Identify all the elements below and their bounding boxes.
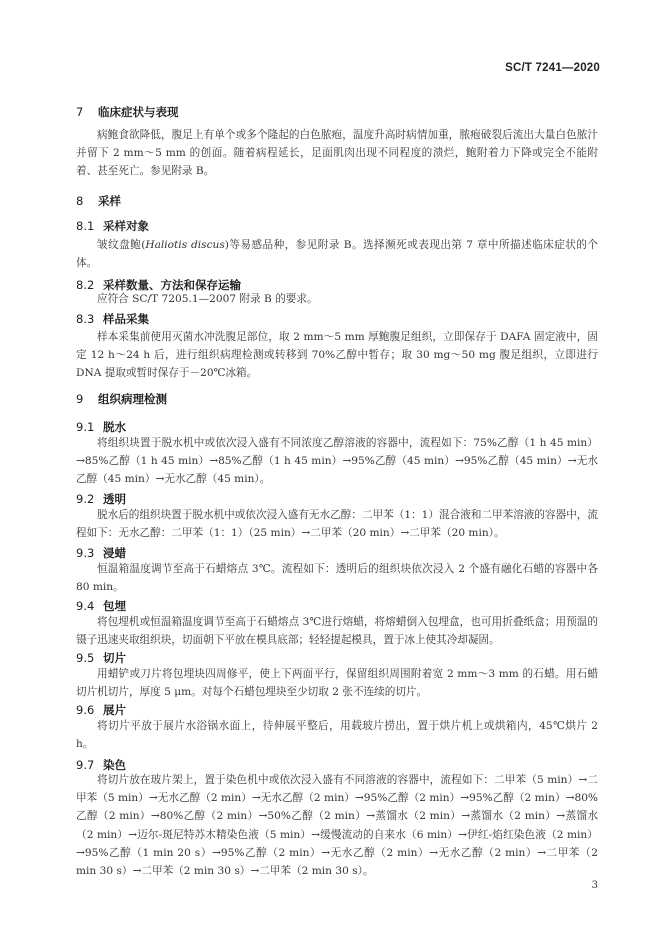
standard-number: SC/T 7241—2020 [505, 62, 600, 74]
section-9-2-paragraph: 脱水后的组织块置于脱水机中或依次浸入盛有无水乙醇：二甲苯（1：1）混合液和二甲苯溶液的容器中，流程如下：无水乙醇：二甲苯（1：1）（25 min）→二甲苯（20 min）→二甲苯（20 min）。 [76, 509, 598, 540]
section-title: 采样 [98, 194, 121, 208]
section-number: 9.6 [76, 703, 95, 717]
section-9-6-paragraph: 将切片平放于展片水浴锅水面上，待伸展平整后，用载玻片捞出，置于烘片机上或烘箱内，45℃烘片 2 h。 [76, 720, 598, 751]
section-title: 展片 [103, 703, 126, 717]
section-9-heading [76, 391, 167, 407]
section-number: 8.1 [76, 219, 95, 233]
section-8-2-paragraph: 应符合 SC/T 7205.1—2007 附录 B 的要求。 [97, 293, 318, 305]
section-8-heading [76, 193, 121, 209]
section-title: 染色 [103, 758, 126, 772]
section-title: 脱水 [103, 420, 126, 434]
section-9-7-paragraph: 将切片放在玻片架上，置于染色机中或依次浸入盛有不同溶液的容器中，流程如下：二甲苯（5 min）→二甲苯（5 min）→无水乙醇（2 min）→无水乙醇（2 min）→95%乙醇（2 min）→95%乙醇（2 min）→80%乙醇（2 min）→80%乙醇（2 min）→50%乙醇（2 min）→蒸馏水（2 min）→蒸馏水（2 min）→蒸馏水（2 min）→迈尔-斑尼特苏木精染色液（5 min）→缓慢流动的自来水（6 min）→伊红-焰红染色液（2 min）→95%乙醇（1 min 20 s）→95%乙醇（2 min）→无水乙醇（2 min）→无水乙醇（2 min）→二甲苯（2 min 30 s）→二甲苯（2 min 30 s）→二甲苯（2 min 30 s）。 [76, 774, 598, 878]
section-9-4-heading [76, 598, 126, 614]
species-name: Haliotis discus [145, 239, 225, 251]
section-title: 采样数量、方法和保存运输 [103, 278, 241, 292]
section-9-1-heading [76, 419, 126, 435]
section-title: 包埋 [103, 599, 126, 613]
text: )等易感品种，参见附录 B。选择濒死或表现出第 7 章中所描述临床症状的个体。 [76, 239, 598, 270]
section-9-1-paragraph: 将组织块置于脱水机中或依次浸入盛有不同浓度乙醇溶液的容器中，流程如下：75%乙醇（1 h 45 min）→85%乙醇（1 h 45 min）→85%乙醇（1 h 45 min）→95%乙醇（45 min）→95%乙醇（45 min）→无水乙醇（45 min）→无水乙醇（45 min）。 [76, 437, 598, 486]
section-number: 9.3 [76, 546, 95, 560]
section-title: 样品采集 [103, 312, 149, 326]
section-9-4-paragraph: 将包埋机或恒温箱温度调节至高于石蜡熔点 3℃进行熔蜡，将熔蜡倒入包埋盒，也可用折叠纸盒；用预温的镊子迅速夹取组织块，切面朝下平放在模具底部；轻轻提起模具，置于冰上使其冷却凝固。 [76, 616, 598, 647]
section-8-1-paragraph [76, 236, 598, 272]
section-number: 7 [76, 105, 84, 119]
section-number: 8.3 [76, 312, 95, 326]
section-number: 9.2 [76, 492, 95, 506]
section-title: 透明 [103, 492, 126, 506]
section-title: 切片 [103, 651, 126, 665]
section-number: 8 [76, 194, 84, 208]
section-8-3-paragraph: 样本采集前使用灭菌水冲洗腹足部位，取 2 mm～5 mm 厚鲍腹足组织，立即保存于 DAFA 固定液中，固定 12 h～24 h 后，进行组织病理检测或转移到 70%乙醇中暂存；取 30 mg～50 mg 腹足组织，立即进行 DNA 提取或暂时保存于－20℃冰箱。 [76, 331, 598, 380]
page-number: 3 [591, 880, 598, 891]
section-title: 采样对象 [103, 219, 149, 233]
section-number: 9.1 [76, 420, 95, 434]
section-7-paragraph: 病鲍食欲降低，腹足上有单个或多个隆起的白色脓疱，温度升高时病情加重，脓疱破裂后流出大量白色脓汁并留下 2 mm～5 mm 的创面。随着病程延长，足面肌肉出现不同程度的溃烂，鲍附着力下降或完全不能附着、甚至死亡。参见附录 B。 [76, 129, 598, 178]
section-title: 临床症状与表现 [98, 105, 179, 119]
section-9-5-heading [76, 650, 126, 666]
section-8-3-heading [76, 311, 149, 327]
section-9-5-paragraph: 用蜡铲或刀片将包埋块四周修平，使上下两面平行，保留组织周围附着宽 2 mm～3 mm 的石蜡。用石蜡切片机切片，厚度 5 μm。对每个石蜡包埋块至少切取 2 张不连续的切片。 [76, 668, 598, 699]
section-8-1-heading [76, 218, 149, 234]
section-title: 组织病理检测 [98, 392, 167, 406]
text: 皱纹盘鲍( [97, 239, 146, 251]
section-9-2-heading [76, 491, 126, 507]
section-9-3-paragraph: 恒温箱温度调节至高于石蜡熔点 3℃。流程如下：透明后的组织块依次浸入 2 个盛有融化石蜡的容器中各 80 min。 [76, 563, 598, 594]
section-title: 浸蜡 [103, 546, 126, 560]
section-9-3-heading [76, 545, 126, 561]
section-number: 9.4 [76, 599, 95, 613]
section-number: 8.2 [76, 278, 95, 292]
section-number: 9 [76, 392, 84, 406]
section-number: 9.5 [76, 651, 95, 665]
section-number: 9.7 [76, 758, 95, 772]
section-7-heading [76, 104, 179, 120]
section-9-6-heading [76, 702, 126, 718]
